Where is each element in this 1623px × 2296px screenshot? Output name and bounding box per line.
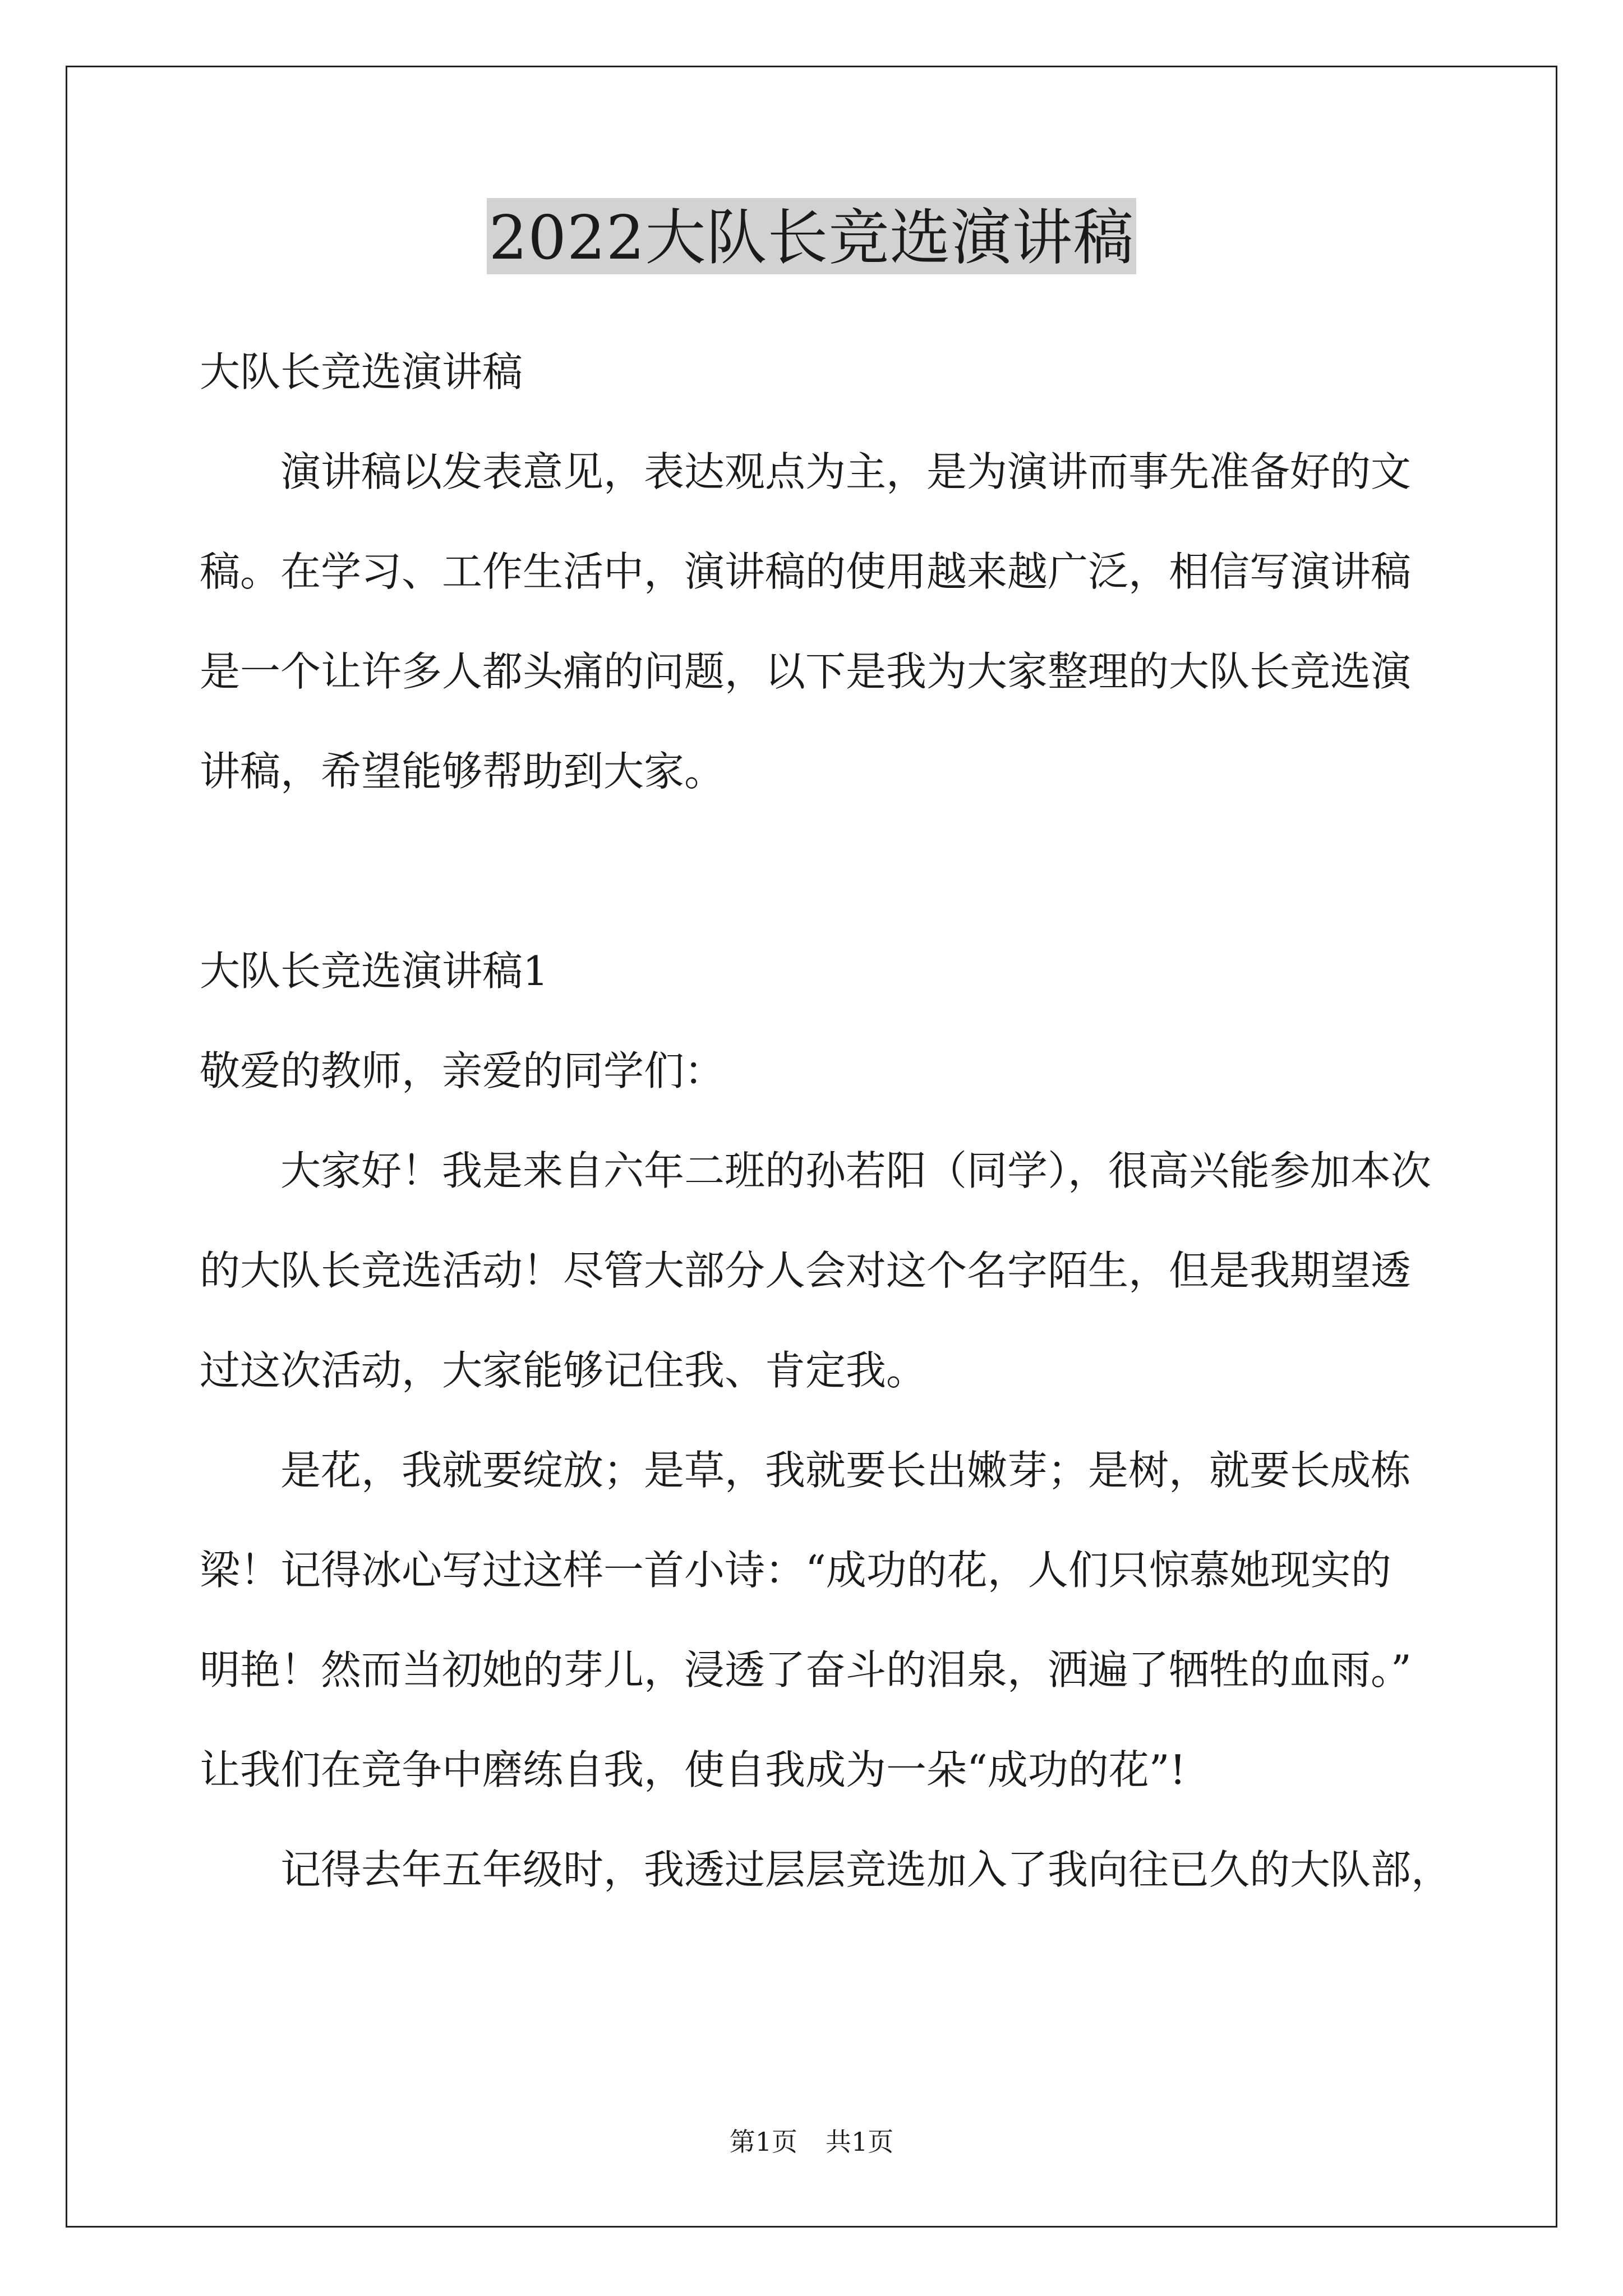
paragraph1-line-2: 的大队长竞选活动！尽管大部分人会对这个名字陌生，但是我期望透 [200, 1247, 1412, 1294]
section-heading: 大队长竞选演讲稿1 [200, 947, 548, 995]
intro-line-4: 讲稿，希望能够帮助到大家。 [200, 748, 725, 795]
page-number: 第1页 [729, 2127, 797, 2157]
subtitle: 大队长竞选演讲稿 [200, 348, 523, 395]
paragraph2-line-2: 梁！记得冰心写过这样一首小诗：“成功的花，人们只惊慕她现实的 [200, 1547, 1391, 1594]
salutation: 敬爱的教师，亲爱的同学们： [200, 1047, 725, 1094]
document-title-text: 2022大队长竞选演讲稿 [487, 198, 1137, 274]
intro-line-1: 演讲稿以发表意见，表达观点为主，是为演讲而事先准备好的文 [280, 448, 1412, 495]
page-footer [0, 2129, 1623, 2155]
intro-line-2: 稿。在学习、工作生活中，演讲稿的使用越来越广泛，相信写演讲稿 [200, 548, 1412, 595]
document-title [0, 198, 1623, 274]
paragraph1-line-3: 过这次活动，大家能够记住我、肯定我。 [200, 1347, 927, 1394]
paragraph2-line-4: 让我们在竞争中磨练自我，使自我成为一朵“成功的花”! [200, 1746, 1186, 1793]
paragraph2-line-3: 明艳！然而当初她的芽儿，浸透了奋斗的泪泉，洒遍了牺牲的血雨。” [200, 1646, 1412, 1694]
intro-line-3: 是一个让许多人都头痛的问题，以下是我为大家整理的大队长竞选演 [200, 648, 1412, 695]
paragraph1-line-1: 大家好！我是来自六年二班的孙若阳（同学），很高兴能参加本次 [280, 1147, 1432, 1194]
page-total: 共1页 [826, 2127, 894, 2157]
section-gap [200, 821, 1431, 921]
document-body [200, 322, 1452, 1920]
paragraph3-line-1: 记得去年五年级时，我透过层层竞选加入了我向往已久的大队部， [280, 1846, 1452, 1893]
paragraph2-line-1: 是花，我就要绽放；是草，我就要长出嫩芽；是树，就要长成栋 [280, 1447, 1412, 1494]
